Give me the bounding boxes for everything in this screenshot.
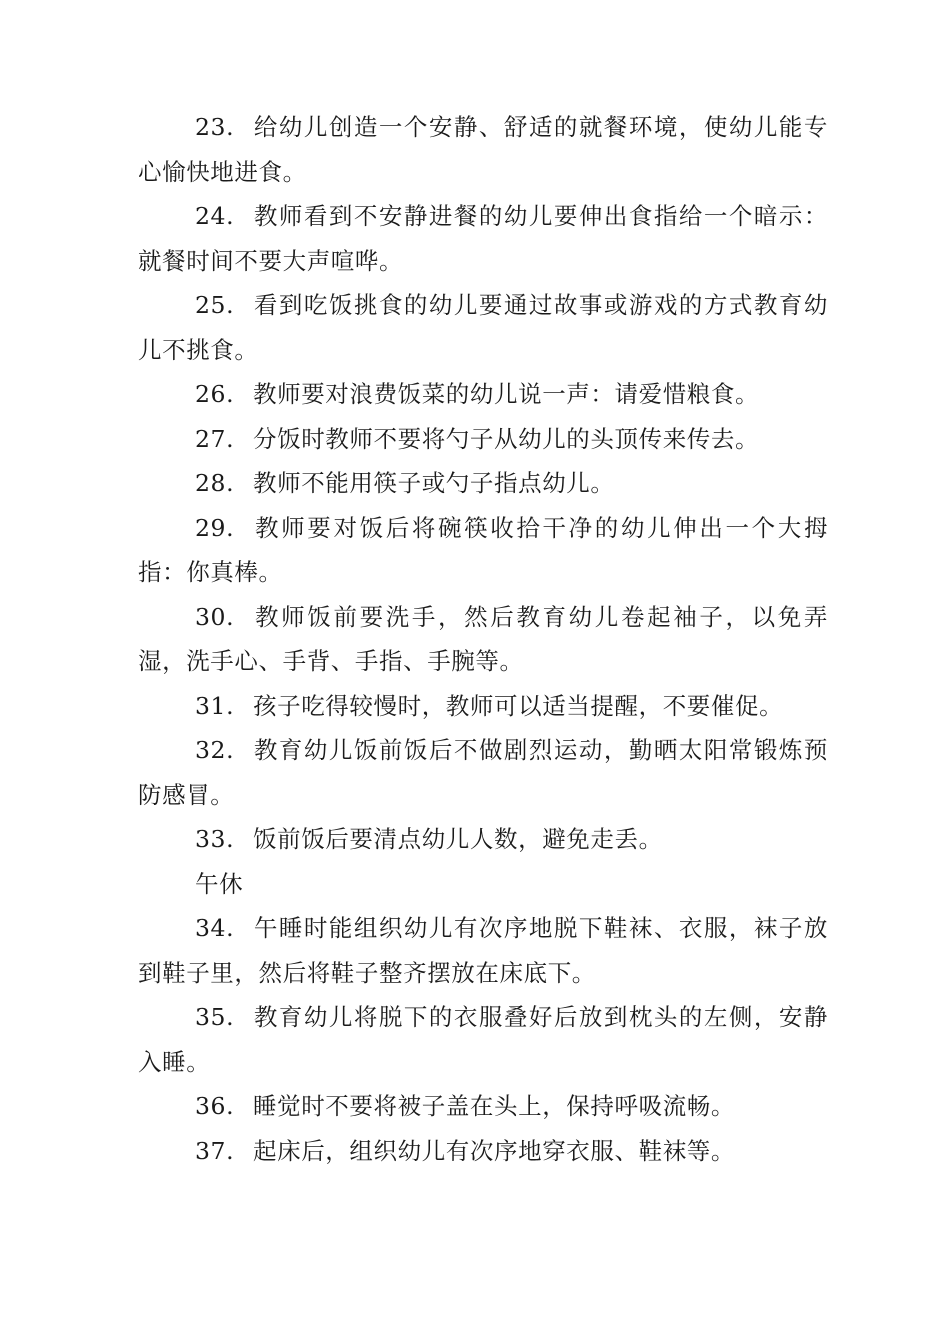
item-number: 30. — [195, 602, 235, 631]
list-item-27 — [138, 417, 828, 462]
item-number: 24. — [195, 202, 235, 230]
section-heading: 午休 — [195, 869, 244, 898]
item-text: 起床后，组织幼儿有次序地穿衣服、鞋袜等。 — [253, 1136, 735, 1165]
list-item-30 — [138, 595, 828, 684]
item-text: 睡觉时不要将被子盖在头上，保持呼吸流畅。 — [253, 1092, 735, 1120]
item-text: 孩子吃得较慢时，教师可以适当提醒，不要催促。 — [253, 691, 784, 720]
list-item-36 — [138, 1084, 828, 1129]
list-item-32 — [138, 728, 828, 817]
list-item-34 — [138, 906, 828, 995]
item-text: 看到吃饭挑食的幼儿要通过故事或游戏的方式教育幼儿不挑食。 — [138, 291, 828, 364]
list-item-33 — [138, 817, 828, 862]
list-item-31 — [138, 684, 828, 729]
item-number: 26. — [195, 380, 235, 408]
item-number: 31. — [195, 691, 235, 720]
item-text: 给幼儿创造一个安静、舒适的就餐环境，使幼儿能专心愉快地进食。 — [138, 113, 828, 186]
item-text: 分饭时教师不要将勺子从幼儿的头顶传来传去。 — [253, 424, 760, 453]
item-number: 25. — [195, 291, 235, 319]
item-number: 29. — [195, 513, 235, 542]
document-page — [138, 105, 828, 1173]
list-item-35 — [138, 995, 828, 1084]
list-item-26 — [138, 372, 828, 417]
item-text: 午睡时能组织幼儿有次序地脱下鞋袜、衣服，袜子放到鞋子里，然后将鞋子整齐摆放在床底下。 — [138, 914, 828, 987]
item-number: 37. — [195, 1136, 235, 1165]
list-item-23 — [138, 105, 828, 194]
item-number: 27. — [195, 424, 235, 453]
item-number: 28. — [195, 469, 235, 497]
list-item-24 — [138, 194, 828, 283]
list-item-28 — [138, 461, 828, 506]
item-number: 32. — [195, 736, 235, 764]
list-item-25 — [138, 283, 828, 372]
list-item-37 — [138, 1129, 828, 1174]
item-text: 教师不能用筷子或勺子指点幼儿。 — [253, 469, 615, 497]
item-number: 23. — [195, 113, 235, 141]
item-number: 34. — [195, 914, 235, 942]
item-text: 教师要对浪费饭菜的幼儿说一声：请爱惜粮食。 — [253, 380, 760, 408]
item-number: 35. — [195, 1003, 235, 1031]
item-text: 教师饭前要洗手，然后教育幼儿卷起袖子，以免弄湿，洗手心、手背、手指、手腕等。 — [138, 602, 828, 675]
item-number: 33. — [195, 825, 235, 853]
item-number: 36. — [195, 1092, 235, 1120]
item-text: 教师看到不安静进餐的幼儿要伸出食指给一个暗示：就餐时间不要大声喧哗。 — [138, 202, 828, 275]
list-item-29 — [138, 506, 828, 595]
item-text: 教育幼儿将脱下的衣服叠好后放到枕头的左侧，安静入睡。 — [138, 1003, 828, 1076]
item-text: 教育幼儿饭前饭后不做剧烈运动，勤晒太阳常锻炼预防感冒。 — [138, 736, 828, 809]
item-text: 饭前饭后要清点幼儿人数，避免走丢。 — [253, 825, 663, 853]
item-text: 教师要对饭后将碗筷收拾干净的幼儿伸出一个大拇指：你真棒。 — [138, 513, 828, 586]
